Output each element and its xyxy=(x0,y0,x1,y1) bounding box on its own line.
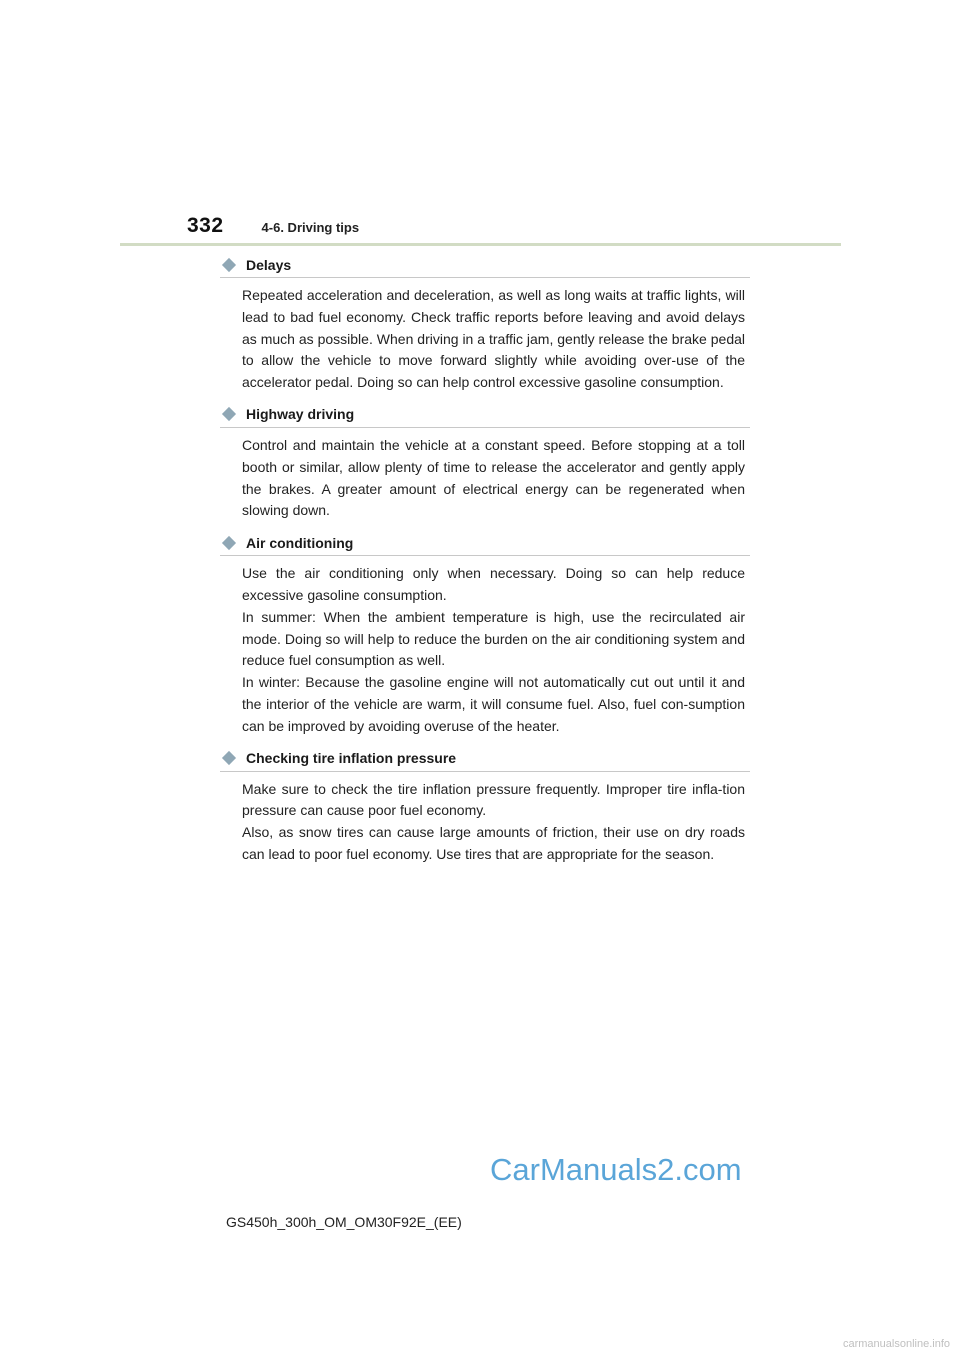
page-content xyxy=(220,252,750,874)
section-heading xyxy=(220,402,750,428)
section-body xyxy=(220,556,750,737)
paragraph: Use the air conditioning only when necessary. Doing so can help reduce excessive gasoline consumption. xyxy=(242,565,745,603)
paragraph: Also, as snow tires can cause large amounts of friction, their use on dry roads can lead to poor fuel economy. Use tires that are appropriate for the season. xyxy=(242,824,745,862)
section-heading-text: Highway driving xyxy=(246,406,355,423)
section-body xyxy=(220,278,750,394)
page-number: 332 xyxy=(187,214,224,237)
paragraph: Repeated acceleration and deceleration, as well as long waits at traffic lights, will lead to bad fuel economy. Check traffic reports before leaving and avoid delays as much as possible. When driving in a traffic jam, gently release the brake pedal to allow the vehicle to move forward slightly while avoiding over-use of the accelerator pedal. Doing so can help control excessive gasoline consumption. xyxy=(242,287,745,391)
section-heading-text: Checking tire inflation pressure xyxy=(246,750,457,767)
paragraph: Control and maintain the vehicle at a constant speed. Before stopping at a toll booth or similar, allow plenty of time to release the accelerator and gently apply the brakes. A greater amount of electrical energy can be regenerated when slowing down. xyxy=(242,436,745,519)
section-heading xyxy=(220,530,750,556)
footer-document-code: GS450h_300h_OM_OM30F92E_(EE) xyxy=(226,1214,462,1230)
watermark-logo: CarManuals2.com xyxy=(490,1152,742,1187)
diamond-bullet-icon xyxy=(222,407,236,421)
section-body xyxy=(220,428,750,522)
section-heading xyxy=(220,746,750,772)
page-header xyxy=(187,214,359,244)
diamond-bullet-icon xyxy=(222,536,236,550)
section-heading-text: Delays xyxy=(246,256,292,273)
section-label: 4-6. Driving tips xyxy=(261,220,360,235)
diamond-bullet-icon xyxy=(222,751,236,765)
paragraph: In summer: When the ambient temperature is high, use the recirculated air mode. Doing so will help to reduce the burden on the air conditioning system and reduce fuel consumption as well. xyxy=(242,608,745,669)
site-watermark: carmanualsonline.info xyxy=(842,1338,950,1350)
section-heading-text: Air conditioning xyxy=(246,534,354,551)
section-heading xyxy=(220,252,750,278)
header-rule xyxy=(120,243,841,246)
paragraph: Make sure to check the tire inflation pressure frequently. Improper tire infla-tion pressure can cause poor fuel economy. xyxy=(242,780,745,819)
section-tire-inflation xyxy=(220,746,750,866)
diamond-bullet-icon xyxy=(222,257,236,271)
section-air-conditioning xyxy=(220,530,750,737)
section-body xyxy=(220,772,750,866)
section-delays xyxy=(220,252,750,394)
paragraph: In winter: Because the gasoline engine will not automatically cut out until it and the interior of the vehicle are warm, it will consume fuel. Also, fuel con-sumption can be improved by avoiding overuse of the heater. xyxy=(242,674,745,734)
section-highway-driving xyxy=(220,402,750,522)
